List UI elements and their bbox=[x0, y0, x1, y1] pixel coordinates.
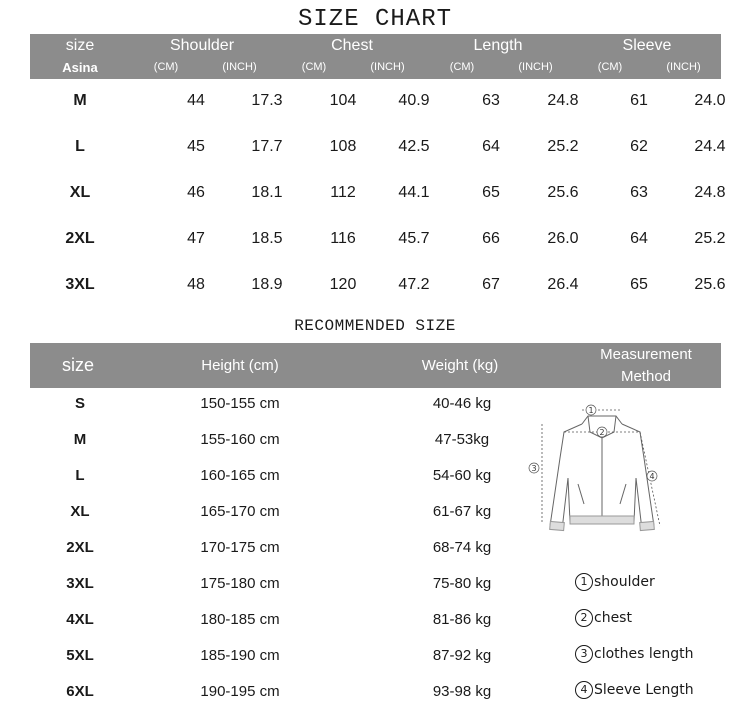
size-row-value: 116 bbox=[330, 230, 356, 247]
rec-row-size: 4XL bbox=[66, 611, 94, 628]
size-row-value: 47 bbox=[187, 230, 205, 247]
size-row-value: 24.8 bbox=[547, 92, 579, 109]
rec-header-height: Height (cm) bbox=[201, 357, 279, 374]
size-row-value: 42.5 bbox=[398, 138, 430, 155]
size-row-value: 17.7 bbox=[251, 138, 283, 155]
rec-row-size: L bbox=[75, 467, 85, 484]
header-chest-inch: (INCH) bbox=[370, 61, 405, 73]
size-row-value: 24.0 bbox=[694, 92, 726, 109]
size-row-value: 18.9 bbox=[251, 276, 283, 293]
size-row-value: 26.0 bbox=[547, 230, 579, 247]
recommended-header bbox=[30, 343, 721, 388]
header-region-label: Asina bbox=[62, 60, 98, 75]
rec-row-weight: 68-74 kg bbox=[432, 539, 492, 556]
legend-item bbox=[575, 609, 632, 627]
rec-row-weight: 81-86 kg bbox=[432, 611, 492, 628]
legend-item bbox=[575, 573, 655, 591]
size-row-value: 18.5 bbox=[251, 230, 283, 247]
size-row-value: 45.7 bbox=[398, 230, 430, 247]
rec-row-height: 185-190 cm bbox=[200, 647, 280, 664]
size-row-value: 104 bbox=[329, 92, 357, 109]
rec-row-weight: 87-92 kg bbox=[432, 647, 492, 664]
rec-row-height: 180-185 cm bbox=[200, 611, 280, 628]
size-chart-title: SIZE CHART bbox=[297, 6, 453, 33]
figure-marker-1: 1 bbox=[588, 406, 594, 415]
jacket-measurement-figure bbox=[522, 398, 682, 558]
size-row-size: L bbox=[75, 138, 85, 155]
size-row-value: 25.6 bbox=[547, 184, 579, 201]
size-row-value: 46 bbox=[187, 184, 205, 201]
header-length-inch: (INCH) bbox=[518, 61, 553, 73]
rec-row-size: 2XL bbox=[66, 539, 94, 556]
size-row-value: 40.9 bbox=[398, 92, 430, 109]
rec-header-weight: Weight (kg) bbox=[421, 357, 499, 374]
header-shoulder: Shoulder bbox=[169, 37, 235, 54]
size-row-value: 61 bbox=[630, 92, 648, 109]
size-row-value: 62 bbox=[630, 138, 648, 155]
rec-header-method-1: Measurement bbox=[600, 346, 692, 363]
size-row-value: 48 bbox=[187, 276, 205, 293]
size-row-value: 45 bbox=[187, 138, 205, 155]
size-row-size: M bbox=[73, 92, 87, 109]
header-shoulder-inch: (INCH) bbox=[222, 61, 257, 73]
rec-row-weight: 54-60 kg bbox=[432, 467, 492, 484]
header-length: Length bbox=[473, 37, 523, 54]
size-row-value: 47.2 bbox=[398, 276, 430, 293]
rec-row-weight: 61-67 kg bbox=[432, 503, 492, 520]
rec-row-weight: 47-53kg bbox=[434, 431, 490, 448]
rec-row-height: 175-180 cm bbox=[200, 575, 280, 592]
size-row-value: 63 bbox=[630, 184, 648, 201]
rec-row-weight: 40-46 kg bbox=[432, 395, 492, 412]
figure-marker-2: 2 bbox=[599, 428, 605, 437]
recommended-title: RECOMMENDED SIZE bbox=[294, 317, 456, 335]
rec-header-method-2: Method bbox=[620, 368, 672, 385]
header-sleeve-inch: (INCH) bbox=[666, 61, 701, 73]
rec-row-weight: 75-80 kg bbox=[432, 575, 492, 592]
size-row-size: XL bbox=[69, 184, 91, 201]
header-sleeve-cm: (CM) bbox=[597, 61, 623, 73]
size-row-value: 65 bbox=[482, 184, 500, 201]
rec-row-height: 160-165 cm bbox=[200, 467, 280, 484]
size-row-value: 26.4 bbox=[547, 276, 579, 293]
size-row-value: 25.6 bbox=[694, 276, 726, 293]
size-row-value: 64 bbox=[482, 138, 500, 155]
size-row-value: 25.2 bbox=[694, 230, 726, 247]
size-row-value: 44 bbox=[187, 92, 205, 109]
size-row-value: 65 bbox=[630, 276, 648, 293]
rec-row-size: M bbox=[73, 431, 87, 448]
size-chart-header bbox=[30, 34, 721, 79]
size-row-value: 44.1 bbox=[398, 184, 430, 201]
size-row-value: 17.3 bbox=[251, 92, 283, 109]
size-row-value: 24.8 bbox=[694, 184, 726, 201]
rec-row-height: 150-155 cm bbox=[200, 395, 280, 412]
rec-row-size: XL bbox=[70, 503, 90, 520]
header-length-cm: (CM) bbox=[449, 61, 475, 73]
rec-row-size: S bbox=[74, 395, 85, 412]
size-row-value: 67 bbox=[482, 276, 500, 293]
size-row-value: 66 bbox=[482, 230, 500, 247]
size-row-size: 2XL bbox=[65, 230, 95, 247]
figure-marker-3: 3 bbox=[531, 464, 537, 473]
size-row-value: 18.1 bbox=[251, 184, 283, 201]
legend-label: Sleeve Length bbox=[594, 682, 694, 698]
size-row-value: 112 bbox=[330, 184, 356, 201]
legend-item bbox=[575, 645, 694, 663]
rec-row-weight: 93-98 kg bbox=[432, 683, 492, 700]
legend-number-circle: 2 bbox=[575, 609, 593, 627]
size-row-value: 108 bbox=[329, 138, 357, 155]
legend-number-circle: 1 bbox=[575, 573, 593, 591]
size-row-value: 24.4 bbox=[694, 138, 726, 155]
size-row-value: 64 bbox=[630, 230, 648, 247]
rec-header-size: size bbox=[61, 355, 94, 375]
rec-row-height: 155-160 cm bbox=[200, 431, 280, 448]
rec-row-size: 5XL bbox=[66, 647, 94, 664]
legend-number-circle: 4 bbox=[575, 681, 593, 699]
legend-item bbox=[575, 681, 694, 699]
jacket-diagram bbox=[522, 398, 682, 558]
header-chest-cm: (CM) bbox=[301, 61, 327, 73]
legend-label: clothes length bbox=[594, 646, 694, 662]
size-row-value: 63 bbox=[482, 92, 500, 109]
header-sleeve: Sleeve bbox=[622, 37, 672, 54]
rec-row-height: 170-175 cm bbox=[200, 539, 280, 556]
figure-marker-4: 4 bbox=[649, 472, 655, 481]
size-row-value: 25.2 bbox=[547, 138, 579, 155]
legend-number-circle: 3 bbox=[575, 645, 593, 663]
legend-label: shoulder bbox=[594, 574, 655, 590]
header-shoulder-cm: (CM) bbox=[153, 61, 179, 73]
size-row-value: 120 bbox=[329, 276, 357, 293]
header-size-label: size bbox=[65, 37, 95, 54]
rec-row-height: 165-170 cm bbox=[200, 503, 280, 520]
rec-row-height: 190-195 cm bbox=[200, 683, 280, 700]
legend-label: chest bbox=[594, 610, 632, 626]
size-row-size: 3XL bbox=[65, 276, 95, 293]
header-chest: Chest bbox=[331, 37, 373, 54]
rec-row-size: 6XL bbox=[66, 683, 94, 700]
rec-row-size: 3XL bbox=[66, 575, 94, 592]
